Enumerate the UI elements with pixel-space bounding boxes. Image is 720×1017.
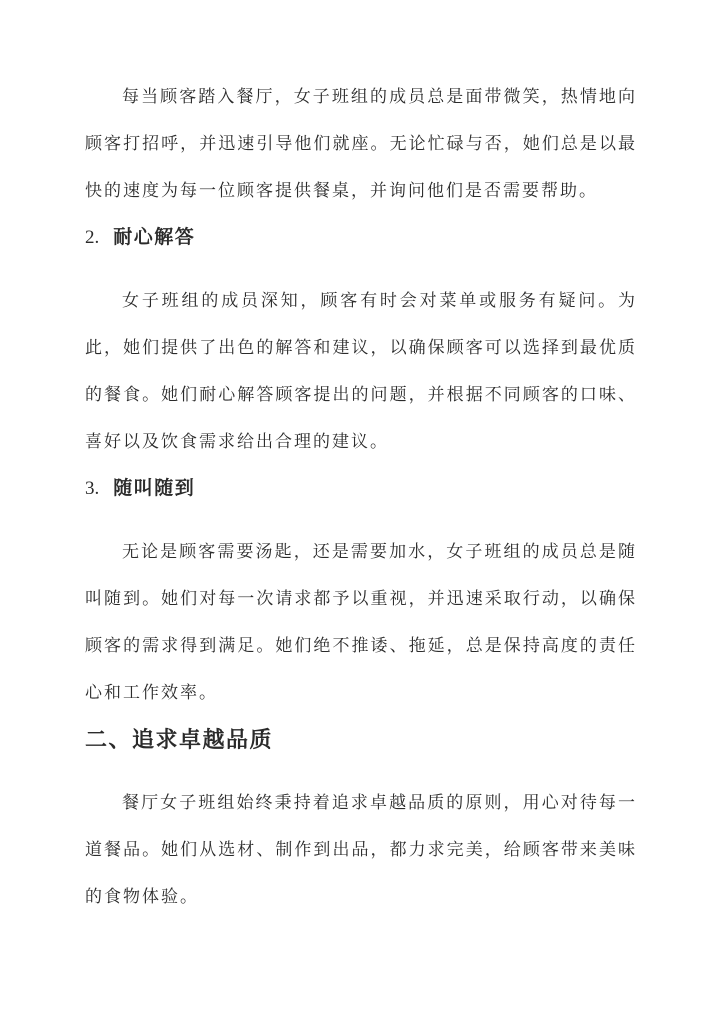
paragraph-greeting: 每当顾客踏入餐厅，女子班组的成员总是面带微笑，热情地向顾客打招呼，并迅速引导他们就座。无论忙碌与否，她们总是以最快的速度为每一位顾客提供餐桌，并询问他们是否需要帮助。 — [85, 87, 637, 200]
heading-title: 耐心解答 — [113, 227, 196, 248]
heading-title: 随叫随到 — [113, 478, 196, 499]
heading-pursue-excellence: 二、追求卓越品质 — [85, 727, 274, 752]
paragraph-pursue-excellence: 餐厅女子班组始终秉持着追求卓越品质的原则，用心对待每一道餐品。她们从选材、制作到出品，都力求完美，给顾客带来美味的食物体验。 — [85, 793, 637, 906]
paragraph-on-call: 无论是顾客需要汤匙，还是需要加水，女子班组的成员总是随叫随到。她们对每一次请求都予以重视，并迅速采取行动，以确保顾客的需求得到满足。她们绝不推诿、拖延，总是保持高度的责任心和工作效率。 — [85, 542, 637, 702]
heading-on-call — [85, 465, 637, 512]
paragraph-patient-answers: 女子班组的成员深知，顾客有时会对菜单或服务有疑问。为此，她们提供了出色的解答和建议，以确保顾客可以选择到最优质的餐食。她们耐心解答顾客提出的问题，并根据不同顾客的口味、喜好以及饮食需求给出合理的建议。 — [85, 291, 637, 451]
heading-number: 3. — [85, 478, 100, 499]
heading-patient-answers — [85, 214, 637, 261]
heading-number: 2. — [85, 227, 100, 248]
